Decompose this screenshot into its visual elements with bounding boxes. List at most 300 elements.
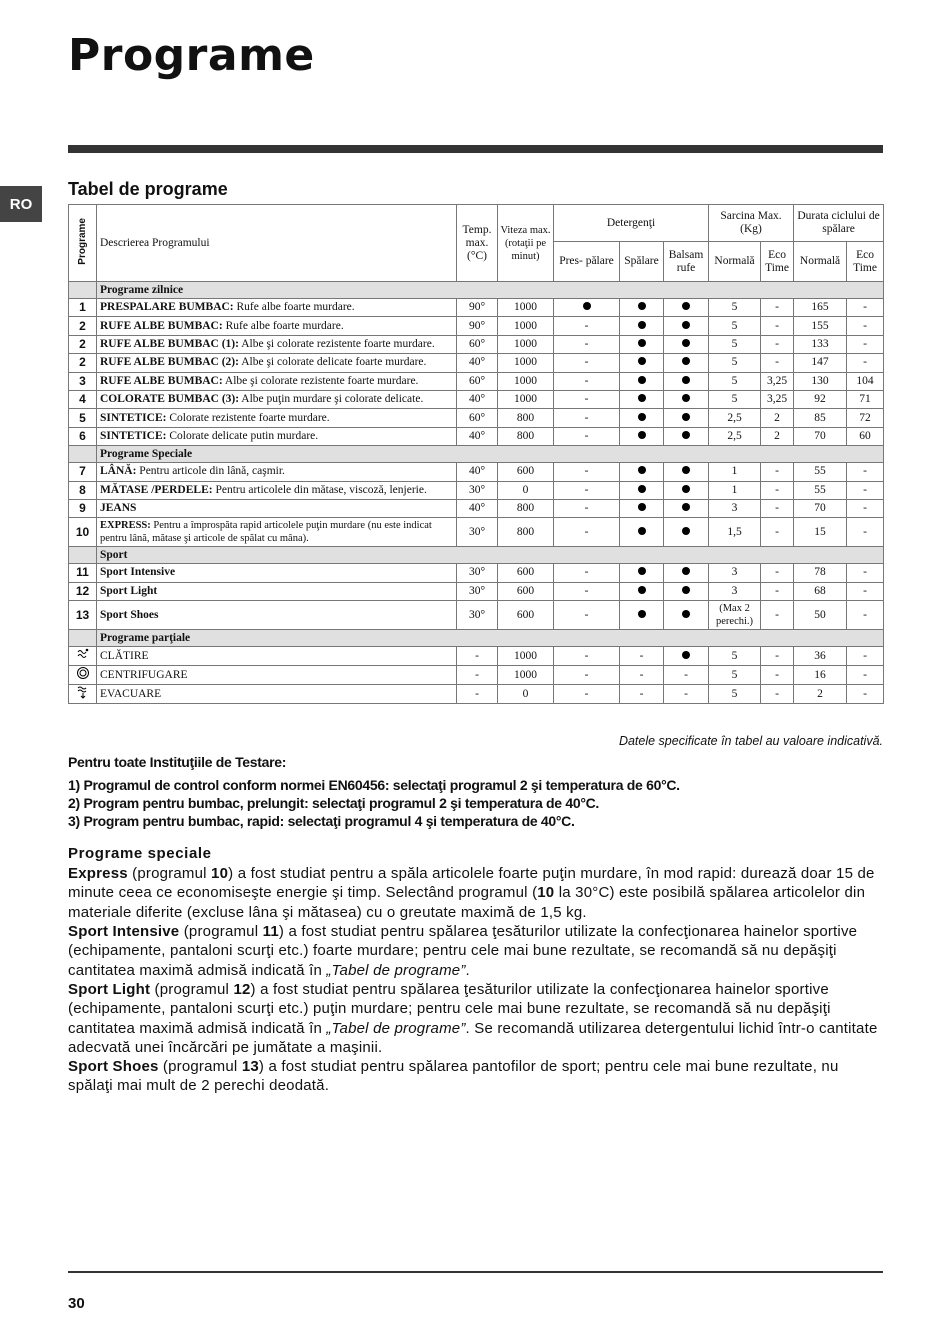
program-name: LÂNĂ: xyxy=(100,465,137,478)
eco-load-cell: - xyxy=(761,299,794,317)
load-cell: 5 xyxy=(709,390,761,408)
softener-cell xyxy=(664,499,709,517)
speed-cell: 0 xyxy=(498,685,554,704)
category-row xyxy=(69,547,884,564)
duration-cell: 165 xyxy=(794,299,847,317)
program-description xyxy=(97,481,457,499)
duration-cell: 133 xyxy=(794,335,847,353)
table-row xyxy=(69,427,884,445)
col-spalare: Spălare xyxy=(620,242,664,282)
eco-duration-cell: - xyxy=(847,647,884,666)
softener-cell xyxy=(664,481,709,499)
testing-item: 1) Programul de control conform normei EN60456: selectaţi programul 2 şi temperatura de 60°C. xyxy=(68,777,680,793)
dot-icon xyxy=(638,357,646,365)
program-name: EVACUARE xyxy=(100,687,162,700)
table-row xyxy=(69,390,884,408)
program-number: 2 xyxy=(69,335,97,353)
speed-cell: 800 xyxy=(498,518,554,547)
speed-cell: 600 xyxy=(498,601,554,630)
dot-icon xyxy=(682,376,690,384)
table-body xyxy=(69,282,884,704)
program-detail: Colorate delicate putin murdare. xyxy=(166,429,319,442)
duration-cell: 130 xyxy=(794,372,847,390)
program-number: 7 xyxy=(69,463,97,481)
temp-cell: 90° xyxy=(457,299,498,317)
eco-duration-cell: - xyxy=(847,335,884,353)
eco-load-cell: - xyxy=(761,685,794,704)
dot-icon xyxy=(682,567,690,575)
program-number: 2 xyxy=(69,354,97,372)
program-description xyxy=(97,685,457,704)
wash-cell xyxy=(620,463,664,481)
speed-cell: 600 xyxy=(498,582,554,600)
col-viteza: Viteza max. (rotaţii pe minut) xyxy=(498,205,554,282)
duration-cell: 155 xyxy=(794,317,847,335)
category-row xyxy=(69,446,884,463)
prewash-cell: - xyxy=(554,409,620,427)
dot-icon xyxy=(638,413,646,421)
program-name: RUFE ALBE BUMBAC (2): xyxy=(100,356,239,369)
category-label: Sport xyxy=(97,547,884,564)
col-normala-duration: Normală xyxy=(794,242,847,282)
table-row xyxy=(69,601,884,630)
prewash-cell: - xyxy=(554,372,620,390)
program-name: JEANS xyxy=(100,502,137,515)
load-cell: 5 xyxy=(709,317,761,335)
sport-light-paragraph: Sport Light (programul 12) a fost studiat pentru spălarea ţesăturilor utilizate la confecţionarea hainelor sportive (echipamente, pantaloni scurţi etc.) puţin murdare; pentru cele mai bune rezultate, se recomandă să nu depăşiţi cantitatea maximă admisă indicată în „Tabel de programe”. Se recomandă utilizarea detergentului lichid într-o cantitate adecvată unei încărcări pe jumătate a maşinii. xyxy=(68,981,878,1056)
temp-cell: 40° xyxy=(457,463,498,481)
softener-cell xyxy=(664,463,709,481)
table-row xyxy=(69,335,884,353)
testing-item: 2) Program pentru bumbac, prelungit: selectaţi programul 2 şi temperatura de 40°C. xyxy=(68,795,600,811)
program-number: 2 xyxy=(69,317,97,335)
program-name: Sport Intensive xyxy=(100,566,176,579)
prewash-cell: - xyxy=(554,564,620,582)
program-detail: Albe şi colorate rezistente foarte murdare. xyxy=(238,337,435,350)
program-detail: Pentru a împrospăta rapid articolele puţin murdare (nu este indicat pentru lână, mătase şi articole de spălat cu mâna). xyxy=(100,520,432,545)
eco-load-cell: - xyxy=(761,335,794,353)
wash-cell xyxy=(620,372,664,390)
program-number: 11 xyxy=(69,564,97,582)
program-number: 12 xyxy=(69,582,97,600)
dot-icon xyxy=(682,503,690,511)
eco-duration-cell: 60 xyxy=(847,427,884,445)
duration-cell: 55 xyxy=(794,463,847,481)
program-description xyxy=(97,666,457,685)
softener-cell xyxy=(664,317,709,335)
program-table xyxy=(68,204,884,704)
table-row xyxy=(69,354,884,372)
special-programs-title: Programe speciale xyxy=(68,845,212,862)
temp-cell: - xyxy=(457,647,498,666)
dot-icon xyxy=(638,394,646,402)
dot-icon xyxy=(638,339,646,347)
prewash-cell: - xyxy=(554,390,620,408)
program-description xyxy=(97,409,457,427)
program-detail: Albe şi colorate rezistente foarte murdare. xyxy=(222,374,419,387)
dot-icon xyxy=(682,651,690,659)
temp-cell: 60° xyxy=(457,409,498,427)
program-detail: Colorate rezistente foarte murdare. xyxy=(166,411,330,424)
eco-load-cell: - xyxy=(761,518,794,547)
wash-cell xyxy=(620,427,664,445)
program-number: 10 xyxy=(69,518,97,547)
table-row xyxy=(69,317,884,335)
program-name: SINTETICE: xyxy=(100,429,167,442)
softener-cell xyxy=(664,564,709,582)
eco-duration-cell: 72 xyxy=(847,409,884,427)
category-label: Programe Speciale xyxy=(97,446,884,463)
dot-icon xyxy=(682,527,690,535)
category-spacer xyxy=(69,547,97,564)
dot-icon xyxy=(682,413,690,421)
duration-cell: 55 xyxy=(794,481,847,499)
eco-load-cell: - xyxy=(761,564,794,582)
program-name: CLĂTIRE xyxy=(100,649,149,662)
temp-cell: 30° xyxy=(457,518,498,547)
wash-cell: - xyxy=(620,647,664,666)
table-row xyxy=(69,463,884,481)
prewash-cell: - xyxy=(554,647,620,666)
dot-icon xyxy=(682,321,690,329)
dot-icon xyxy=(583,302,591,310)
dot-icon xyxy=(682,357,690,365)
category-spacer xyxy=(69,630,97,647)
wash-cell xyxy=(620,335,664,353)
speed-cell: 1000 xyxy=(498,390,554,408)
dot-icon xyxy=(638,321,646,329)
speed-cell: 1000 xyxy=(498,354,554,372)
wash-cell xyxy=(620,499,664,517)
category-label: Programe zilnice xyxy=(97,282,884,299)
temp-cell: 40° xyxy=(457,390,498,408)
temp-cell: 30° xyxy=(457,481,498,499)
speed-cell: 1000 xyxy=(498,299,554,317)
load-cell: 5 xyxy=(709,335,761,353)
eco-load-cell: 2 xyxy=(761,409,794,427)
wash-cell xyxy=(620,354,664,372)
eco-duration-cell: 71 xyxy=(847,390,884,408)
table-row xyxy=(69,372,884,390)
softener-cell: - xyxy=(664,666,709,685)
program-name: Sport Light xyxy=(100,584,158,597)
table-row xyxy=(69,499,884,517)
eco-duration-cell: - xyxy=(847,463,884,481)
load-cell: 1 xyxy=(709,481,761,499)
category-row xyxy=(69,630,884,647)
load-cell: 2,5 xyxy=(709,427,761,445)
program-description xyxy=(97,564,457,582)
program-description xyxy=(97,582,457,600)
wash-cell xyxy=(620,564,664,582)
program-number: 9 xyxy=(69,499,97,517)
program-name: CENTRIFUGARE xyxy=(100,668,188,681)
col-programe: Programe xyxy=(69,205,97,282)
wash-cell xyxy=(620,518,664,547)
eco-duration-cell: - xyxy=(847,354,884,372)
dot-icon xyxy=(682,302,690,310)
softener-cell: - xyxy=(664,685,709,704)
page-title: Programe xyxy=(68,30,315,81)
dot-icon xyxy=(638,485,646,493)
dot-icon xyxy=(638,302,646,310)
load-cell: 5 xyxy=(709,685,761,704)
eco-load-cell: - xyxy=(761,601,794,630)
temp-cell: 30° xyxy=(457,601,498,630)
eco-duration-cell: - xyxy=(847,518,884,547)
dot-icon xyxy=(682,394,690,402)
express-paragraph: Express (programul 10) a fost studiat pentru a spăla articolele foarte puţin murdare, în mod rapid: durează doar 15 de minute ceea ce economiseşte energie şi timp. Selectând programul (10 la 30°C) este posibilă spălarea articolelor din materiale diferite (excluse lâna şi mătasea) cu o greutate maximă de 1,5 kg. xyxy=(68,865,875,921)
col-descriere: Descrierea Programului xyxy=(97,205,457,282)
category-spacer xyxy=(69,446,97,463)
speed-cell: 800 xyxy=(498,499,554,517)
program-number: 3 xyxy=(69,372,97,390)
duration-cell: 16 xyxy=(794,666,847,685)
language-tab: RO xyxy=(0,186,42,222)
testing-list xyxy=(68,776,680,830)
program-description xyxy=(97,463,457,481)
temp-cell: - xyxy=(457,666,498,685)
duration-cell: 2 xyxy=(794,685,847,704)
eco-duration-cell: - xyxy=(847,564,884,582)
testing-title: Pentru toate Instituţiile de Testare: xyxy=(68,754,287,770)
softener-cell xyxy=(664,390,709,408)
program-detail: Albe şi colorate delicate foarte murdare. xyxy=(238,356,427,369)
load-cell: 1 xyxy=(709,463,761,481)
table-row xyxy=(69,409,884,427)
softener-cell xyxy=(664,354,709,372)
title-rule xyxy=(68,145,883,153)
col-pres: Pres- pălare xyxy=(554,242,620,282)
duration-cell: 68 xyxy=(794,582,847,600)
program-name: COLORATE BUMBAC (3): xyxy=(100,393,240,406)
dot-icon xyxy=(638,586,646,594)
eco-load-cell: - xyxy=(761,666,794,685)
sport-shoes-paragraph: Sport Shoes (programul 13) a fost studiat pentru spălarea pantofilor de sport; pentru cele mai bune rezultate, nu spălaţi mai mult de 2 perechi deodată. xyxy=(68,1058,839,1095)
load-cell: 5 xyxy=(709,372,761,390)
indicative-note: Datele specificate în tabel au valoare indicativă. xyxy=(618,734,883,748)
dot-icon xyxy=(682,485,690,493)
col-eco-duration: Eco Time xyxy=(847,242,884,282)
program-name: MĂTASE /PERDELE: xyxy=(100,483,213,496)
temp-cell: 90° xyxy=(457,317,498,335)
program-description xyxy=(97,317,457,335)
eco-load-cell: 3,25 xyxy=(761,390,794,408)
softener-cell xyxy=(664,647,709,666)
duration-cell: 85 xyxy=(794,409,847,427)
page-number: 30 xyxy=(68,1295,85,1312)
prewash-cell: - xyxy=(554,481,620,499)
wash-cell xyxy=(620,409,664,427)
eco-duration-cell: 104 xyxy=(847,372,884,390)
eco-load-cell: - xyxy=(761,317,794,335)
program-name: RUFE ALBE BUMBAC: xyxy=(100,374,223,387)
temp-cell: 60° xyxy=(457,335,498,353)
sport-intensive-paragraph: Sport Intensive (programul 11) a fost studiat pentru spălarea ţesăturilor utilizate la confecţionarea hainelor sportive (echipamente, pantaloni scurţi etc.) foarte murdare; pentru cele mai bune rezultate, se recomandă să nu depăşiţi cantitatea maximă admisă indicată în „Tabel de programe”. xyxy=(68,923,858,979)
footer-rule xyxy=(68,1271,883,1273)
category-label: Programe parţiale xyxy=(97,630,884,647)
program-detail: Rufe albe foarte murdare. xyxy=(233,301,355,314)
table-title: Tabel de programe xyxy=(68,179,228,199)
speed-cell: 1000 xyxy=(498,647,554,666)
speed-cell: 800 xyxy=(498,409,554,427)
temp-cell: 40° xyxy=(457,354,498,372)
wash-cell: - xyxy=(620,666,664,685)
prewash-cell xyxy=(554,299,620,317)
wash-cell xyxy=(620,299,664,317)
load-cell: 5 xyxy=(709,354,761,372)
program-description xyxy=(97,518,457,547)
load-cell: 5 xyxy=(709,299,761,317)
program-name: RUFE ALBE BUMBAC: xyxy=(100,319,223,332)
dot-icon xyxy=(682,610,690,618)
speed-cell: 0 xyxy=(498,481,554,499)
temp-cell: 40° xyxy=(457,499,498,517)
table-row xyxy=(69,666,884,685)
eco-duration-cell: - xyxy=(847,481,884,499)
softener-cell xyxy=(664,372,709,390)
duration-cell: 78 xyxy=(794,564,847,582)
table-row xyxy=(69,564,884,582)
dot-icon xyxy=(638,567,646,575)
softener-cell xyxy=(664,518,709,547)
prewash-cell: - xyxy=(554,317,620,335)
program-name: PRESPALARE BUMBAC: xyxy=(100,301,234,314)
drain-icon xyxy=(69,685,97,704)
speed-cell: 1000 xyxy=(498,317,554,335)
temp-cell: 30° xyxy=(457,582,498,600)
dot-icon xyxy=(638,431,646,439)
col-durata: Durata ciclului de spălare xyxy=(794,205,884,242)
eco-duration-cell: - xyxy=(847,499,884,517)
prewash-cell: - xyxy=(554,582,620,600)
program-detail: Pentru articole din lână, caşmir. xyxy=(136,465,285,478)
prewash-cell: - xyxy=(554,463,620,481)
dot-icon xyxy=(682,339,690,347)
wash-cell xyxy=(620,582,664,600)
program-detail: Albe puţin murdare şi colorate delicate. xyxy=(239,393,424,406)
wash-cell xyxy=(620,390,664,408)
header-row xyxy=(69,205,884,242)
duration-cell: 147 xyxy=(794,354,847,372)
prewash-cell: - xyxy=(554,666,620,685)
eco-load-cell: - xyxy=(761,647,794,666)
category-row xyxy=(69,282,884,299)
speed-cell: 1000 xyxy=(498,372,554,390)
dot-icon xyxy=(682,586,690,594)
program-name: RUFE ALBE BUMBAC (1): xyxy=(100,337,239,350)
temp-cell: 60° xyxy=(457,372,498,390)
duration-cell: 50 xyxy=(794,601,847,630)
eco-load-cell: 2 xyxy=(761,427,794,445)
wash-cell xyxy=(620,601,664,630)
softener-cell xyxy=(664,335,709,353)
load-cell: 5 xyxy=(709,666,761,685)
eco-duration-cell: - xyxy=(847,299,884,317)
temp-cell: 30° xyxy=(457,564,498,582)
wash-cell xyxy=(620,481,664,499)
table-row xyxy=(69,647,884,666)
temp-cell: 40° xyxy=(457,427,498,445)
program-name: Sport Shoes xyxy=(100,608,159,621)
category-spacer xyxy=(69,282,97,299)
col-balsam: Balsam rufe xyxy=(664,242,709,282)
spin-icon xyxy=(69,666,97,685)
speed-cell: 1000 xyxy=(498,666,554,685)
speed-cell: 1000 xyxy=(498,335,554,353)
col-normala: Normală xyxy=(709,242,761,282)
speed-cell: 600 xyxy=(498,564,554,582)
dot-icon xyxy=(638,610,646,618)
col-sarcina: Sarcina Max. (Kg) xyxy=(709,205,794,242)
dot-icon xyxy=(638,527,646,535)
prewash-cell: - xyxy=(554,601,620,630)
eco-load-cell: - xyxy=(761,354,794,372)
program-detail: Pentru articolele din mătase, viscoză, lenjerie. xyxy=(212,483,427,496)
program-name: EXPRESS: xyxy=(100,520,151,532)
duration-cell: 70 xyxy=(794,499,847,517)
dot-icon xyxy=(682,431,690,439)
program-description xyxy=(97,372,457,390)
eco-load-cell: - xyxy=(761,499,794,517)
load-cell: 3 xyxy=(709,582,761,600)
col-detergenti: Detergenţi xyxy=(554,205,709,242)
temp-cell: - xyxy=(457,685,498,704)
table-row xyxy=(69,299,884,317)
dot-icon xyxy=(638,503,646,511)
speed-cell: 800 xyxy=(498,427,554,445)
duration-cell: 36 xyxy=(794,647,847,666)
duration-cell: 70 xyxy=(794,427,847,445)
eco-duration-cell: - xyxy=(847,317,884,335)
softener-cell xyxy=(664,409,709,427)
program-description xyxy=(97,601,457,630)
dot-icon xyxy=(638,466,646,474)
prewash-cell: - xyxy=(554,354,620,372)
eco-load-cell: 3,25 xyxy=(761,372,794,390)
program-number: 4 xyxy=(69,390,97,408)
eco-duration-cell: - xyxy=(847,582,884,600)
duration-cell: 92 xyxy=(794,390,847,408)
table-row xyxy=(69,518,884,547)
dot-icon xyxy=(638,376,646,384)
eco-duration-cell: - xyxy=(847,601,884,630)
program-number: 6 xyxy=(69,427,97,445)
eco-duration-cell: - xyxy=(847,666,884,685)
load-cell: 2,5 xyxy=(709,409,761,427)
eco-duration-cell: - xyxy=(847,685,884,704)
program-name: SINTETICE: xyxy=(100,411,167,424)
prewash-cell: - xyxy=(554,427,620,445)
load-cell: (Max 2 perechi.) xyxy=(709,601,761,630)
program-description xyxy=(97,335,457,353)
program-detail: Rufe albe foarte murdare. xyxy=(222,319,344,332)
program-number: 8 xyxy=(69,481,97,499)
dot-icon xyxy=(682,466,690,474)
eco-load-cell: - xyxy=(761,463,794,481)
load-cell: 3 xyxy=(709,499,761,517)
softener-cell xyxy=(664,299,709,317)
program-description xyxy=(97,427,457,445)
program-number: 13 xyxy=(69,601,97,630)
program-description xyxy=(97,354,457,372)
prewash-cell: - xyxy=(554,499,620,517)
speed-cell: 600 xyxy=(498,463,554,481)
prewash-cell: - xyxy=(554,518,620,547)
col-temp: Temp. max. (°C) xyxy=(457,205,498,282)
table-row xyxy=(69,481,884,499)
wash-cell: - xyxy=(620,685,664,704)
